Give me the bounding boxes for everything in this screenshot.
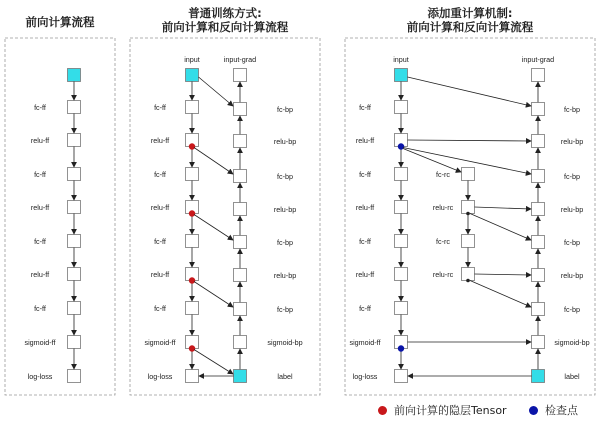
p1-label-3: fc-ff (34, 170, 46, 179)
p3-fwd-node-7 (395, 302, 408, 315)
p2-bwd-node-5 (234, 236, 247, 249)
p2-bwd-label-3: fc-bp (277, 172, 293, 181)
p3-fwd-label-5: fc-ff (359, 237, 371, 246)
panel2-title-line2: 前向计算和反向计算流程 (161, 20, 289, 34)
p3-bwd-node-8 (532, 336, 545, 349)
p3-bwd-label-3: fc-bp (564, 172, 580, 181)
p3-bwd-label-9: label (564, 372, 580, 381)
legend-checkpoint-label: 检查点 (545, 404, 578, 417)
p3-bwd-node-3 (532, 170, 545, 183)
p2-hidden-tensor-dot-8 (189, 345, 195, 351)
p1-node-0 (68, 69, 81, 82)
p3-bwd-node-4 (532, 203, 545, 216)
p3-bwd-label-2: relu-bp (560, 137, 584, 146)
p2-cross-6 (194, 282, 233, 308)
p2-bwd-node-0 (234, 69, 247, 82)
p3-fwd-node-4 (395, 201, 408, 214)
p1-node-6 (68, 268, 81, 281)
p3-bwd-label-7: fc-bp (564, 305, 580, 314)
p2-fwd-label-4: relu-ff (150, 203, 170, 212)
legend-hidden-tensor (378, 402, 507, 418)
p3-fwd-label-9: log-loss (352, 372, 378, 381)
p2-cross-input (199, 77, 234, 106)
legend-checkpoint (529, 402, 578, 418)
p2-bwd-node-3 (234, 170, 247, 183)
p1-label-1: fc-ff (34, 103, 46, 112)
p3-checkpoint-dot-2 (398, 345, 404, 351)
p2-hidden-tensor-dot-4 (189, 210, 195, 216)
p3-fwd-label-6: relu-ff (355, 270, 375, 279)
p2-fwd-label-6: relu-ff (150, 270, 170, 279)
p3-fwd-label-2: relu-ff (355, 136, 375, 145)
p3-input-label: input (393, 55, 409, 64)
p1-node-8 (68, 336, 81, 349)
p2-hidden-tensor-dot-6 (189, 277, 195, 283)
p3-rc-node-1 (462, 201, 475, 214)
p3-bwd-label-4: relu-bp (560, 205, 584, 214)
p1-label-4: relu-ff (30, 203, 50, 212)
panel1-frame (5, 38, 115, 395)
p3-bwd-node-2 (532, 135, 545, 148)
p3-bwd-label-8: sigmoid-bp (554, 338, 590, 347)
p2-cross-8 (194, 350, 233, 375)
p2-cross-4 (194, 215, 233, 241)
p3-bwd-label-5: fc-bp (564, 238, 580, 247)
p1-node-3 (68, 168, 81, 181)
p2-bwd-label-0: input-grad (223, 55, 257, 64)
p3-rc-to-fc-bp-2 (470, 281, 531, 308)
p2-fwd-label-2: relu-ff (150, 136, 170, 145)
p3-bwd-node-7 (532, 303, 545, 316)
p1-node-2 (68, 134, 81, 147)
p2-bwd-label-5: fc-bp (277, 238, 293, 247)
p2-bwd-label-4: relu-bp (273, 205, 297, 214)
p2-bwd-node-6 (234, 269, 247, 282)
p2-fwd-node-0 (186, 69, 199, 82)
p3-rc-label-1: relu-rc (432, 203, 454, 212)
p2-fwd-node-1 (186, 101, 199, 114)
p1-node-5 (68, 235, 81, 248)
p3-bwd-node-1 (532, 103, 545, 116)
p1-label-2: relu-ff (30, 136, 50, 145)
p3-rc-node-2 (462, 235, 475, 248)
p1-label-6: relu-ff (30, 270, 50, 279)
p3-fwd-label-7: fc-ff (359, 304, 371, 313)
legend-hidden-tensor-label: 前向计算的隐层Tensor (394, 404, 507, 417)
p3-rc-to-fc-bp-1 (470, 214, 531, 241)
p2-fwd-label-8: sigmoid-ff (144, 338, 176, 347)
p2-bwd-node-4 (234, 203, 247, 216)
p2-bwd-label-9: label (277, 372, 293, 381)
p2-fwd-label-3: fc-ff (154, 170, 166, 179)
p3-rc-tap-1 (466, 212, 470, 216)
p3-cp1-to-fc-rc (403, 149, 461, 173)
p2-fwd-node-7 (186, 302, 199, 315)
p2-fwd-label-5: fc-ff (154, 237, 166, 246)
p2-bwd-label-6: relu-bp (273, 271, 297, 280)
p3-fwd-label-1: fc-ff (359, 103, 371, 112)
p3-fwd-node-9 (395, 370, 408, 383)
p2-bwd-label-8: sigmoid-bp (267, 338, 303, 347)
p1-node-4 (68, 201, 81, 214)
p3-rc-node-0 (462, 168, 475, 181)
p1-label-8: sigmoid-ff (24, 338, 56, 347)
p3-bwd-node-6 (532, 269, 545, 282)
p2-bwd-node-9 (234, 370, 247, 383)
p3-cross-input (408, 77, 532, 106)
p1-node-9 (68, 370, 81, 383)
p1-label-7: fc-ff (34, 304, 46, 313)
p1-label-9: log-loss (27, 372, 53, 381)
p3-rc-to-relu-bp-2 (475, 274, 532, 275)
p3-rc-label-0: fc-rc (436, 170, 450, 179)
p3-bwd-node-5 (532, 236, 545, 249)
p3-rc-node-3 (462, 268, 475, 281)
p3-fwd-node-6 (395, 268, 408, 281)
p3-rc-to-relu-bp-1 (475, 207, 532, 209)
p2-fwd-node-9 (186, 370, 199, 383)
p2-bwd-node-7 (234, 303, 247, 316)
panel2-title-line1: 普通训练方式: (188, 6, 262, 20)
p2-fwd-node-3 (186, 168, 199, 181)
p2-bwd-label-1: fc-bp (277, 105, 293, 114)
p3-bwd-label-0: input-grad (521, 55, 555, 64)
panel1-title-line1: 前向计算流程 (25, 15, 95, 29)
p2-bwd-label-7: fc-bp (277, 305, 293, 314)
p2-bwd-node-8 (234, 336, 247, 349)
p3-fwd-node-1 (395, 101, 408, 114)
blue-dot-icon (529, 406, 538, 415)
p3-fwd-node-5 (395, 235, 408, 248)
p1-node-1 (68, 101, 81, 114)
p3-bwd-node-0 (532, 69, 545, 82)
p2-fwd-node-5 (186, 235, 199, 248)
panel3-title-line2: 前向计算和反向计算流程 (406, 20, 534, 34)
p1-node-7 (68, 302, 81, 315)
p3-fwd-node-0 (395, 69, 408, 82)
p3-fwd-label-4: relu-ff (355, 203, 375, 212)
p3-fwd-label-8: sigmoid-ff (349, 338, 381, 347)
p3-rc-tap-2 (466, 279, 470, 283)
p2-fwd-label-1: fc-ff (154, 103, 166, 112)
p3-rc-label-3: relu-rc (432, 270, 454, 279)
p2-bwd-node-1 (234, 103, 247, 116)
p2-fwd-label-7: fc-ff (154, 304, 166, 313)
p3-bwd-label-1: fc-bp (564, 105, 580, 114)
p2-bwd-label-2: relu-bp (273, 137, 297, 146)
p2-hidden-tensor-dot-2 (189, 143, 195, 149)
p3-cp1-to-relu-bp (408, 140, 532, 141)
p2-cross-2 (194, 148, 233, 175)
p1-label-5: fc-ff (34, 237, 46, 246)
p2-input-label: input (184, 55, 200, 64)
p3-rc-label-2: fc-rc (436, 237, 450, 246)
p3-fwd-label-3: fc-ff (359, 170, 371, 179)
red-dot-icon (378, 406, 387, 415)
p3-fwd-node-3 (395, 168, 408, 181)
p2-fwd-label-9: log-loss (147, 372, 173, 381)
p2-bwd-node-2 (234, 135, 247, 148)
p3-bwd-label-6: relu-bp (560, 271, 584, 280)
p3-bwd-node-9 (532, 370, 545, 383)
panel3-title-line1: 添加重计算机制: (427, 6, 513, 20)
